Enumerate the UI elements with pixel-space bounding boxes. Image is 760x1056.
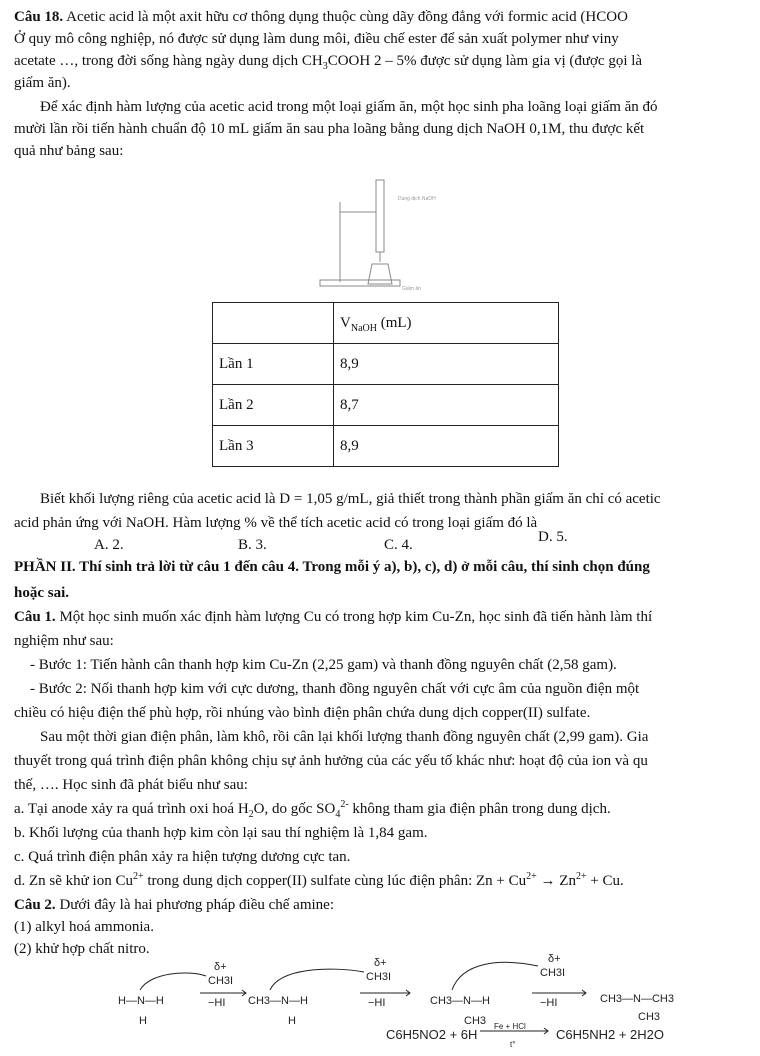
amine-ammonia: H—N—H <box>118 995 164 1007</box>
superscript: 2- <box>340 799 349 810</box>
statement-text: O, do gốc SO <box>253 801 336 817</box>
figure-label-naoh: Dung dịch NaOH <box>398 196 436 202</box>
statement-text: trong dung dịch copper(II) sulfate cùng lúc điện phân: Zn + Cu <box>143 873 527 889</box>
statement-text: không tham gia điện phân trong dung dịch. <box>348 801 611 817</box>
q18-text: COOH 2 – 5% được sử dụng làm gia vị (được gọi là <box>327 53 643 69</box>
byproduct-hi: −HI <box>208 997 226 1009</box>
option-d[interactable]: D. 5. <box>538 529 568 545</box>
option-b[interactable]: B. 3. <box>238 537 267 553</box>
q2-method1: (1) alkyl hoá ammonia. <box>14 919 154 935</box>
header-text: V <box>340 315 351 331</box>
amine-dimethyl: CH3—N—H <box>430 995 490 1007</box>
nitro-condition: Fe + HCl <box>494 1022 526 1031</box>
byproduct-hi: −HI <box>540 997 558 1009</box>
q1-line6: Sau một thời gian điện phân, làm khô, rồi cân lại khối lượng thanh đồng nguyên chất (2,99 gam). Gia <box>40 729 649 745</box>
superscript: 2+ <box>575 871 587 882</box>
statement-text: + Cu. <box>586 873 624 889</box>
superscript: 2+ <box>132 871 144 882</box>
statement-text: d. Zn sẽ khử ion Cu <box>14 873 133 889</box>
q18-line8: Biết khối lượng riêng của acetic acid là D = 1,05 g/mL, giả thiết trong thành phần giấm ăn chỉ có acetic <box>40 491 661 507</box>
q1-statement-b: b. Khối lượng của thanh hợp kim còn lại sau thí nghiệm là 1,84 gam. <box>14 825 428 841</box>
table-cell-value: 8,9 <box>334 344 559 385</box>
subscript: 2 <box>248 809 254 820</box>
q1-step2: - Bước 2: Nối thanh hợp kim với cực dương, thanh đồng nguyên chất với cực âm của nguồn điện một <box>30 681 640 697</box>
q1-line2: nghiệm như sau: <box>14 633 114 649</box>
q18-line2: Ở quy mô công nghiệp, nó được sử dụng làm dung môi, điều chế ester để sản xuất polymer như viny <box>14 31 619 47</box>
q18-line9: acid phản ứng với NaOH. Hàm lượng % về thể tích acetic acid có trong loại giấm đó là <box>14 515 538 531</box>
amine-dimethyl-ch3: CH3 <box>464 1015 487 1027</box>
reagent-ch3i: CH3I <box>208 975 234 987</box>
option-a[interactable]: A. 2. <box>94 537 124 553</box>
subscript: NaOH <box>350 323 377 334</box>
subscript: 4 <box>335 809 341 820</box>
table-cell-label: Lần 1 <box>213 344 334 385</box>
delta-label: δ+ <box>374 957 387 969</box>
q1-statement-c: c. Quá trình điện phân xảy ra hiện tượng dương cực tan. <box>14 849 351 865</box>
header-text: (mL) <box>376 315 412 331</box>
q1-line7: thuyết trong quá trình điện phân không chịu sự ảnh hưởng của các yếu tố khác như: hoạt độ của ion và qu <box>14 753 648 769</box>
amine-trimethyl-ch3: CH3 <box>638 1011 661 1023</box>
amine-ammonia-h: H <box>139 1015 147 1027</box>
q1-line5: chiều có hiệu điện thế phù hợp, rồi nhúng vào bình điện phân chứa dung dịch copper(II) sulfate. <box>14 705 591 721</box>
table-cell-label: Lần 3 <box>213 426 334 467</box>
statement-text: → Zn <box>536 873 576 889</box>
amine-methyl: CH3—N—H <box>248 995 308 1007</box>
figure-label-vinegar: Giấm ăn <box>402 286 421 292</box>
q18-line5: Để xác định hàm lượng của acetic acid trong một loại giấm ăn, một học sinh pha loãng loại giấm ăn đó <box>40 99 658 115</box>
delta-label: δ+ <box>214 961 227 973</box>
subscript: 3 <box>322 61 328 72</box>
q18-text: acetate …, trong đời sống hàng ngày dung dịch CH <box>14 53 323 69</box>
delta-label: δ+ <box>548 953 561 965</box>
nitro-temperature: t° <box>510 1040 516 1049</box>
q1-title: Câu 1. <box>14 609 56 625</box>
q18-line4: giấm ăn). <box>14 75 71 91</box>
amine-trimethyl: CH3—N—CH3 <box>600 993 674 1005</box>
amine-methyl-h: H <box>288 1015 296 1027</box>
part2-heading: PHẦN II. Thí sinh trả lời từ câu 1 đến câu 4. Trong mỗi ý a), b), c), d) ở mỗi câu, thí sinh chọn đúng <box>14 559 650 575</box>
q18-line7: quả như bảng sau: <box>14 143 124 159</box>
reagent-ch3i: CH3I <box>540 967 566 979</box>
part2-heading-cont: hoặc sai. <box>14 585 70 601</box>
table-cell-value: 8,7 <box>334 385 559 426</box>
table-cell-label: Lần 2 <box>213 385 334 426</box>
q1-text: Một học sinh muốn xác định hàm lượng Cu có trong hợp kim Cu-Zn, học sinh đã tiến hành làm thí <box>59 609 653 625</box>
q2-title: Câu 2. <box>14 897 56 913</box>
nitro-reactants: C6H5NO2 + 6H <box>386 1027 478 1042</box>
q1-line8: thế, …. Học sinh đã phát biểu như sau: <box>14 777 248 793</box>
q18-line6: mười lần rồi tiến hành chuẩn độ 10 mL giấm ăn sau pha loãng bằng dung dịch NaOH 0,1M, thu được kết <box>14 121 645 137</box>
nitro-products: C6H5NH2 + 2H2O <box>556 1027 665 1042</box>
statement-text: a. Tại anode xảy ra quá trình oxi hoá H <box>14 801 249 817</box>
superscript: 2+ <box>526 871 537 882</box>
reagent-ch3i: CH3I <box>366 971 392 983</box>
q2-method2: (2) khử hợp chất nitro. <box>14 941 150 957</box>
byproduct-hi: −HI <box>368 997 386 1009</box>
q18-text: Acetic acid là một axit hữu cơ thông dụng thuộc cùng dãy đồng đẳng với formic acid (HCOO <box>66 9 628 25</box>
q2-text: Dưới đây là hai phương pháp điều chế amine: <box>59 897 334 913</box>
option-c[interactable]: C. 4. <box>384 537 413 553</box>
table-cell-value: 8,9 <box>334 426 559 467</box>
q18-title: Câu 18. <box>14 9 64 25</box>
q1-step1: - Bước 1: Tiến hành cân thanh hợp kim Cu-Zn (2,25 gam) và thanh đồng nguyên chất (2,58 gam). <box>30 657 617 673</box>
